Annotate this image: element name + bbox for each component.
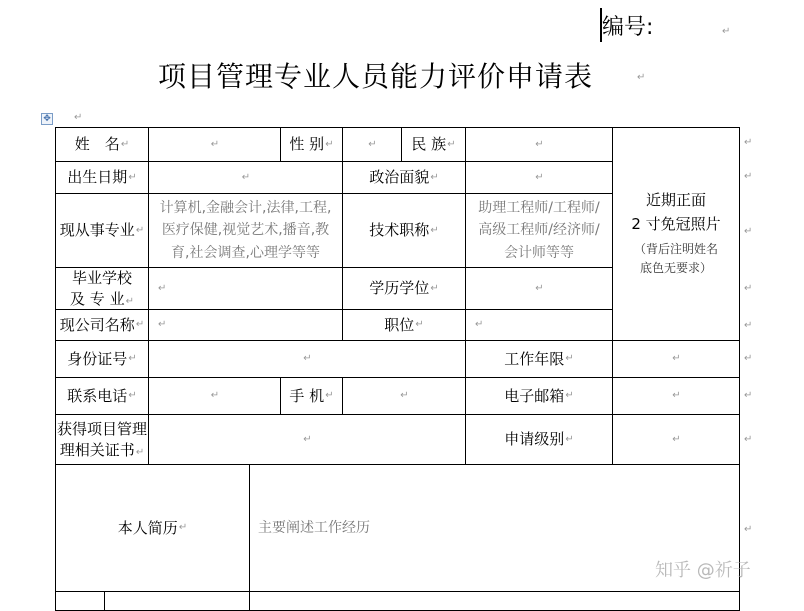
para-mark: ↵ [74, 112, 83, 123]
degree-label: 学历学位 ↵ [342, 267, 466, 310]
row-end-mark: ↵ [744, 353, 753, 364]
page-title: 项目管理专业人员能力评价申请表 [158, 60, 594, 93]
para-mark: ↵ [637, 72, 646, 83]
certificate-field[interactable]: ↵ [148, 414, 466, 465]
gender-field[interactable]: ↵ [342, 127, 402, 162]
school-label: 毕业学校 及 专 业↵ [55, 267, 149, 310]
name-field[interactable]: ↵ [148, 127, 281, 162]
row-end-mark: ↵ [744, 283, 753, 294]
photo-line-1: 近期正面 [645, 190, 706, 209]
photo-box[interactable] [612, 127, 740, 341]
row-end-mark: ↵ [744, 226, 753, 237]
gender-label: 性 别 ↵ [280, 127, 343, 162]
para-mark: ↵ [722, 26, 731, 37]
certificate-label: 获得项目管理 理相关证书↵ [55, 414, 149, 465]
birth-date-field[interactable]: ↵ [148, 161, 343, 194]
form-number-label: 编号: [602, 15, 654, 40]
phone-label: 联系电话 ↵ [55, 377, 149, 415]
photo-note-2: 底色无要求） [639, 261, 712, 276]
next-row-cell [249, 591, 740, 611]
row-end-mark: ↵ [744, 320, 753, 331]
position-label: 职位 ↵ [342, 309, 466, 341]
row-end-mark: ↵ [744, 434, 753, 445]
resume-label: 本人简历 ↵ [55, 464, 250, 592]
school-field[interactable]: ↵ [148, 267, 343, 310]
photo-note-1: （背后注明姓名 [633, 242, 718, 257]
political-status-field[interactable]: ↵ [465, 161, 613, 194]
phone-field[interactable]: ↵ [148, 377, 281, 415]
photo-line-2: 2 寸免冠照片 [631, 214, 721, 233]
row-end-mark: ↵ [744, 171, 753, 182]
company-field[interactable]: ↵ [148, 309, 343, 341]
watermark: 知乎 @祈子 [655, 560, 751, 581]
table-move-handle-icon[interactable]: ✥ [41, 113, 53, 125]
apply-level-label: 申请级别 ↵ [465, 414, 613, 465]
apply-level-field[interactable]: ↵ [612, 414, 740, 465]
row-end-mark: ↵ [744, 137, 753, 148]
job-title-field[interactable]: 助理工程师/工程师/高级工程师/经济师/会计师等等 [465, 193, 613, 268]
ethnicity-field[interactable]: ↵ [465, 127, 613, 162]
major-label: 现从事专业 ↵ [55, 193, 149, 268]
company-label: 现公司名称 ↵ [55, 309, 149, 341]
ethnicity-label: 民 族 ↵ [401, 127, 466, 162]
position-field[interactable]: ↵ [465, 309, 613, 341]
row-end-mark: ↵ [744, 390, 753, 401]
job-title-label: 技术职称 ↵ [342, 193, 466, 268]
resume-field[interactable]: 主要阐述工作经历 [249, 464, 740, 592]
id-number-field[interactable]: ↵ [148, 340, 466, 378]
email-field[interactable]: ↵ [612, 377, 740, 415]
birth-date-label: 出生日期 ↵ [55, 161, 149, 194]
id-number-label: 身份证号 ↵ [55, 340, 149, 378]
mobile-label: 手 机 ↵ [280, 377, 343, 415]
mobile-field[interactable]: ↵ [342, 377, 466, 415]
next-row-cell [104, 591, 250, 611]
row-end-mark: ↵ [744, 524, 753, 535]
name-label: 姓 名 ↵ [55, 127, 149, 162]
major-field[interactable]: 计算机,金融会计,法律,工程,医疗保健,视觉艺术,播音,教育,社会调查,心理学等等 [148, 193, 343, 268]
next-row-cell [55, 591, 105, 611]
work-years-field[interactable]: ↵ [612, 340, 740, 378]
work-years-label: 工作年限 ↵ [465, 340, 613, 378]
email-label: 电子邮箱 ↵ [465, 377, 613, 415]
degree-field[interactable]: ↵ [465, 267, 613, 310]
political-status-label: 政治面貌 ↵ [342, 161, 466, 194]
